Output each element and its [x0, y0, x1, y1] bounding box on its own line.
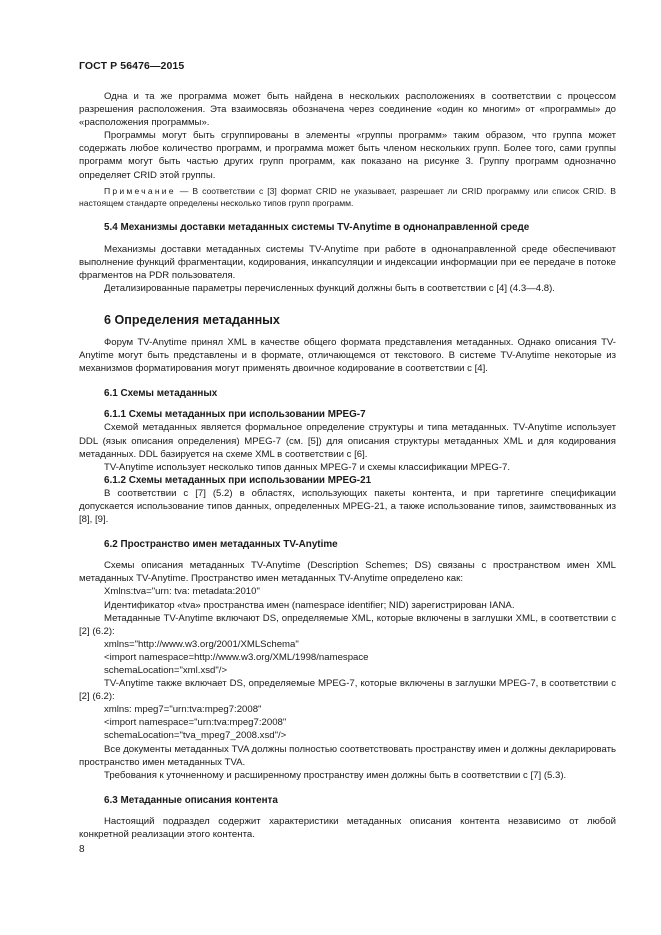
paragraph: Настоящий подраздел содержит характеристики метаданных описания контента независимо от любой конкретной реализации этого контента.	[79, 815, 616, 841]
paragraph: Метаданные TV-Anytime включают DS, определяемые XML, которые включены в заглушки XML, в соответствии с [2] (6.2):	[79, 612, 616, 637]
paragraph: В соответствии с [7] (5.2) в областях, использующих пакеты контента, и при таргетинге спецификации допускается использование типов данных, определенных MPEG-21, а также использование типов, заимствованных из [8], [9].	[79, 487, 616, 526]
note-paragraph	[79, 185, 616, 210]
paragraph: Детализированные параметры перечисленных функций должны быть в соответствии с [4] (4.3—4.8).	[104, 282, 555, 294]
paragraph: Программы могут быть сгруппированы в элементы «группы программ» таким образом, что группа может содержать любое количество программ, и программа может быть членом нескольких групп. Более того, сами группы программ могут быть частью других групп программ, как показано на рисунке 3. Группу программ однозначно определяет CRID этой группы.	[79, 130, 616, 181]
code-line: <import namespace=http://www.w3.org/XML/1998/namespace	[104, 651, 369, 663]
document-body	[79, 90, 616, 841]
section-heading: 6 Определения метаданных	[104, 312, 280, 327]
paragraph: Идентификатор «tva» пространства имен (namespace identifier; NID) зарегистрирован IANA.	[104, 599, 515, 611]
paragraph: Все документы метаданных TVA должны полностью соответствовать пространству имен и должны декларировать пространство имен метаданных TVA.	[79, 743, 616, 768]
page-number: 8	[79, 844, 85, 855]
subsection-heading: 6.3 Метаданные описания контента	[104, 794, 278, 806]
paragraph: Механизмы доставки метаданных системы TV-Anytime при работе в однонаправленной среде обеспечивают выполнение функций фрагментации, кодирования, инкапсуляции и индексации информации при ее передаче в потоке фрагментов на PDR пользователя.	[79, 243, 616, 281]
paragraph: Форум TV-Anytime принял XML в качестве общего формата представления метаданных. Однако описания TV-Anytime могут быть представлены и в формате, отличающемся от текстового. В системе TV-Anytime некоторые из механизмов форматирования могут применять двоичное кодирование в соответствии с [4].	[79, 336, 616, 375]
paragraph: Одна и та же программа может быть найдена в нескольких расположениях в соответствии с процессом разрешения расположения. Эта взаимосвязь обозначена через соединение «один ко многим» от «программы» до «расположения программы».	[79, 91, 616, 129]
code-line: xmlns="http://www.w3.org/2001/XMLSchema"	[104, 638, 299, 650]
paragraph: TV-Anytime использует несколько типов данных MPEG-7 и схемы классификации MPEG-7.	[104, 461, 511, 473]
paragraph: Схемы описания метаданных TV-Anytime (Description Schemes; DS) связаны с пространством имен XML метаданных TV-Anytime. Пространство имен метаданных TV-Anytime определено как:	[79, 560, 616, 585]
subsection-heading: 6.1.1 Схемы метаданных при использовании MPEG-7	[104, 409, 366, 421]
subsection-heading: 6.1.2 Схемы метаданных при использовании MPEG-21	[104, 474, 372, 486]
note-text: — В соответствии с [3] формат CRID не указывает, разрешает ли CRID программу или список CRID. В настоящем стандарте определены несколько типов групп программ.	[79, 185, 616, 209]
code-line: Xmlns:tva="urn: tva: metadata:2010"	[104, 586, 260, 598]
document-header: ГОСТ Р 56476—2015	[79, 60, 185, 72]
subsection-heading: 6.1 Схемы метаданных	[104, 388, 218, 400]
subsection-heading: 5.4 Механизмы доставки метаданных системы TV-Anytime в однонаправленной среде	[104, 222, 530, 234]
subsection-heading: 6.2 Пространство имен метаданных TV-Anytime	[104, 539, 338, 551]
paragraph: Требования к уточненному и расширенному пространству имен должны быть в соответствии с [7] (5.3).	[104, 769, 567, 781]
paragraph: TV-Anytime также включает DS, определяемые MPEG-7, которые включены в заглушки MPEG-7, в соответствии с [2] (6.2):	[79, 678, 616, 703]
paragraph: Схемой метаданных является формальное определение структуры и типа метаданных. TV-Anytime использует DDL (язык описания определения) MPEG-7 (см. [5]) для описания структуры метаданных XML и для кодирования метаданных. DDL базируется на схеме XML в соответствии с [6].	[79, 422, 616, 460]
code-line: <import namespace="urn:tva:mpeg7:2008"	[104, 717, 287, 729]
code-line: xmlns: mpeg7="urn:tva:mpeg7:2008"	[104, 704, 262, 716]
code-line-continued: schemaLocation="tva_mpeg7_2008.xsd"/>	[104, 730, 287, 742]
code-line-continued: schemaLocation="xml.xsd"/>	[104, 665, 228, 676]
note-label: Примечание	[104, 185, 176, 196]
